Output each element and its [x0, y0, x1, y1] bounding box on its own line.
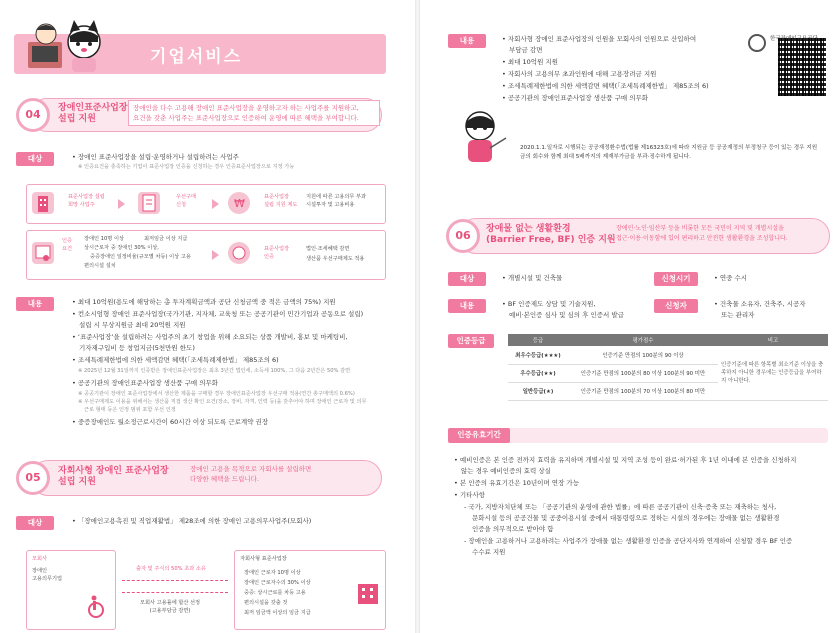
target-tag: 대상: [16, 152, 54, 166]
target-note: ※ 인증요건을 충족하는 기업이 표준사업장 인증을 신청하는 경우 인증표준사업장으로 지정 가능: [78, 164, 295, 170]
section-06-desc: 장애인·노인·임산부 등을 비롯한 모든 국민이 지역 및 개별시설을 접근·이용·이동함에 있어 편리하고 안전한 생활환경을 조성합니다.: [616, 225, 788, 242]
page-title: 기업서비스: [150, 47, 243, 67]
flow-arrow-left: [122, 592, 228, 593]
dash: -: [464, 503, 469, 511]
grade-tag: 인증등급: [448, 334, 494, 348]
parent-text: 장애인 고용의무기업: [32, 568, 63, 582]
flow-arrow-right: [122, 580, 228, 581]
agency-logo-icon: [748, 34, 766, 52]
flow1-label: 표준사업장 설립 희망 사업주: [68, 194, 105, 208]
applicant-tag: 신청자: [654, 299, 698, 313]
target-05-text: • 「장애인고용촉진 및 직업재활법」 제28조에 의한 장애인 고용의무사업주(모회사): [72, 516, 311, 527]
score-cell: 인증기준 만점의 100분의 80 이상 100분의 90 미만: [568, 364, 718, 382]
flow-row-2: [26, 230, 386, 280]
parent-label: 모회사: [32, 556, 48, 562]
flow1-support-label: 표준사업장 설립 지원 제도: [264, 194, 298, 208]
section-05-badge: 05: [16, 461, 50, 495]
content-note-2b: ※ 우선구매제도 이용을 위해서는 생산품 직접 생산 확인 요건(장소, 장비, 자격, 인력 등)을 갖추어야 하며 장애인 근로자 및 의무: [78, 399, 367, 405]
validity-sub-1b: 문화시설 등의 공공건물 및 공중이용시설 중에서 대통령령으로 정하는 시설의 경우에는 장애물 없는 생활환경: [472, 514, 780, 522]
score-cell: 인증기준 만점의 100분의 90 이상: [568, 346, 718, 364]
subsidiary-label: 자회사형 표준사업장: [240, 556, 287, 562]
content-3: • ‘표준사업장’을 설립하려는 사업주의 초기 창업을 위해 소요되는 상품 개발비, 홍보 및 마케팅비,: [72, 332, 348, 343]
subsidiary-item-5: 최저 임금액 이상의 임금 지급: [244, 610, 311, 616]
content-06-2: 예비·본인증 심사 및 심의 후 인증서 발급: [509, 311, 624, 319]
dash: -: [464, 537, 469, 545]
note-header: 비고: [718, 334, 828, 346]
content-2b: 설립 시 무상지원금 최대 20억원 지원: [79, 321, 186, 329]
target-text: • 장애인 표준사업장을 설립·운영하거나 설립하려는 사업주: [72, 152, 239, 163]
mascot-illustration: [24, 20, 108, 76]
qr-label: 한국장애인고용공단: [770, 36, 818, 42]
content-1: • 최대 10억원(용도에 해당하는 총 투자계획금액과 공단 신청금액 중 적은 금액의 75%) 지원: [72, 297, 336, 308]
section-04-desc: 장애인을 다수 고용해 장애인 표준사업장을 운영하고자 하는 사업주를 지원하고, 요건을 갖춘 사업주는 표준사업장으로 인증하여 운영에 따른 혜택을 부여합니다.: [128, 100, 380, 126]
flow2-cert-2: 생산품 우선구매제도 적용: [306, 256, 365, 262]
r-content-3: • 자회사의 고용의무 초과인원에 대해 고용장려금 지원: [502, 69, 656, 80]
left-page: [0, 0, 415, 633]
wheelchair-icon: [84, 594, 110, 620]
grade-table: [508, 334, 828, 401]
arrow-bottom-label: 모회사 고용률에 합산 선정 (고용부담금 감면): [140, 600, 201, 614]
subsidiary-item-4: 편의시설을 갖출 것: [244, 600, 288, 606]
flow2-label: 인증 요건: [62, 238, 73, 252]
right-page: [420, 0, 835, 633]
validity-sub-2b: 수수료 지원: [472, 548, 506, 556]
flow2-item-1: 장애인 10명 이상: [84, 236, 124, 242]
grade-header: 등급: [508, 334, 568, 346]
arrow-icon: [212, 250, 219, 260]
target-06-text: • 개별시설 및 건축물: [502, 273, 562, 284]
content-note-2c: 근로 형태 등은 인정 범위 포함 우선 인정: [84, 407, 176, 413]
recovery-notice: 2020.1.1.일자로 시행되는 공공재정환수법(법률 제16323호)에 따라 지원금 등 공공재정의 부정청구 등이 있는 경우 지원금의 회수와 함께 최대 5배까지의 제재부가금을 부과·징수하게 됩니다.: [520, 145, 818, 160]
r-content-4: • 조세특례제한법에 의한 세액감면 혜택(「조세특례제한법」 제85조의 6): [502, 81, 709, 92]
factory-icon: [356, 580, 380, 606]
validity-sub-1-text: 국가, 지방자치단체 또는 「공공기관의 운영에 관한 법률」에 따른 공공기관이 신축·증축 또는 재축하는 청사,: [468, 503, 777, 511]
r-content-1: • 자회사형 장애인 표준사업장의 인원을 모회사의 인원으로 산입하여: [502, 34, 696, 45]
r-content-5: • 공공기관의 장애인표준사업장 생산품 구매 의무화: [502, 93, 648, 104]
grade-cell: 일반등급(★): [508, 382, 568, 400]
content-tag-r: 내용: [448, 34, 486, 48]
grade-cell: 우수등급(★★): [508, 364, 568, 382]
content-6: • 중증장애인도 월소정근로시간이 60시간 이상 되도록 근로계약 권장: [72, 417, 268, 428]
when-text: • 연중 수시: [714, 273, 747, 284]
content-4: • 조세특례제한법에 의한 세액감면 혜택(「조세특례제한법」 제85조의 6): [72, 355, 279, 366]
certificate-icon: [32, 242, 54, 264]
table-note: 인증기준에 따른 항목별 최소기준 이상을 충족하지 아니한 경우에는 인증등급을 부여하지 아니한다.: [718, 346, 828, 400]
content-tag: 내용: [16, 297, 54, 311]
arrow-icon: [118, 199, 125, 209]
section-04-badge: 04: [16, 98, 50, 132]
r-content-1b: 부담금 감면: [509, 46, 543, 54]
flow1-support-1: 지원에 따른 고용의무 부과: [306, 194, 367, 200]
content-tag-06: 내용: [448, 299, 486, 313]
medal-icon: [228, 242, 250, 264]
section-06-badge: 06: [446, 219, 480, 253]
validity-2: • 본 인증의 유효기간은 10년이며 연장 가능: [454, 478, 579, 489]
building-icon: [32, 192, 54, 214]
section-06-title: 장애물 없는 생활환경 (Barrier Free, BF) 인증 지원: [486, 224, 616, 245]
svg-text:₩: ₩: [234, 197, 245, 210]
validity-sub-1: [464, 502, 776, 513]
flow2-cert-label: 표준사업장 인증: [264, 246, 290, 260]
subsidiary-item-1: 장애인 근로자 10명 이상: [244, 570, 301, 576]
applicant-1: • 건축물 소유자, 건축주, 시공자: [714, 299, 806, 310]
arrow-top-label: 출자 및 주식의 50% 초과 소유: [136, 566, 206, 572]
flow2-item-2: 최저임금 이상 지급: [144, 236, 188, 242]
validity-sub-2: [464, 536, 792, 547]
validity-sub-1c: 인증을 의무적으로 받아야 함: [472, 525, 554, 533]
applicant-2: 또는 관리자: [721, 311, 755, 319]
score-header: 평가점수: [568, 334, 718, 346]
dog-mascot-illustration: [458, 108, 508, 168]
flow2-item-4: 중증장애인 일정비율(규모별 차등) 이상 고용: [90, 254, 191, 260]
section-05-desc: 장애인 고용을 목적으로 자회사를 설립하면 다양한 혜택을 드립니다.: [190, 465, 312, 483]
table-row: [508, 346, 828, 364]
form-icon: [138, 192, 160, 214]
flow1-step: 우선구매 신청: [176, 194, 197, 208]
subsidiary-item-3: 중증: 상시근로를 차등 고용: [244, 590, 306, 596]
content-3b: 기자재구입비 등 창업지금(5천만원 한도): [79, 344, 195, 352]
content-note-1: ※ 2025년 12월 31일까지 인증받은 장애인표준사업장은 최초 3년간 법인세, 소득세 100%, 그 다음 2년간은 50% 감면: [78, 368, 351, 374]
validity-sub-2-text: 장애인을 고용하거나 고용하려는 사업주가 장애물 없는 생활환경 인증을 공단지사와 연계하여 신청할 경우 BF 인증: [468, 537, 793, 545]
r-content-2: • 최대 10억원 지원: [502, 57, 558, 68]
target-tag-06: 대상: [448, 272, 486, 286]
flow1-support-2: 시설투자 및 고용비용: [306, 202, 355, 208]
when-tag: 신청시기: [654, 272, 698, 286]
section-05-title: 자회사형 장애인 표준사업장 설립 지원: [58, 466, 169, 487]
flow2-item-3: 상시근로자 중 장애인 30% 이상,: [84, 245, 159, 251]
validity-1b: 않는 경우 예비인증의 효력 상실: [461, 467, 551, 475]
flow2-item-5: 편의시설 설치: [84, 263, 116, 269]
grade-cell: 최우수등급(★★★): [508, 346, 568, 364]
content-06-1: • BF 인증제도 상담 및 기술지원,: [502, 299, 596, 310]
arrow-icon: [212, 199, 219, 209]
content-note-2a: ※ 공공기관이 장애인 표준사업장에서 생산한 제품을 구매할 경우 장애인표준사업장 우선구매 적용(연간 총구매액의 0.6%): [78, 391, 355, 397]
section-04-title: 장애인표준사업장 설립 지원: [58, 103, 128, 124]
content-5: • 공공기관의 장애인표준사업장 생산품 구매 의무화: [72, 378, 218, 389]
subsidiary-item-2: 장애인 근로자수의 30% 이상: [244, 580, 311, 586]
content-2: • 컨소시엄형 장애인 표준사업장(국가기관, 지자체, 교육청 또는 공공기관이 민간기업과 공동으로 설립): [72, 309, 363, 320]
money-icon: [228, 192, 250, 214]
validity-1: • 예비인증은 본 인증 전까지 효력을 유지하며 개별시설 및 지역 조성 등이 완료·허가된 후 1년 이내에 본 인증을 신청하지: [454, 455, 796, 466]
flow2-cert-1: 법인·조세혜택 감면: [306, 246, 350, 252]
validity-tag: 인증유효기간: [448, 428, 510, 443]
score-cell: 인증기준 만점의 100분의 70 이상 100분의 80 미만: [568, 382, 718, 400]
qr-code[interactable]: [778, 38, 826, 96]
target-tag-05: 대상: [16, 516, 54, 530]
validity-3: • 기타사항: [454, 490, 485, 501]
